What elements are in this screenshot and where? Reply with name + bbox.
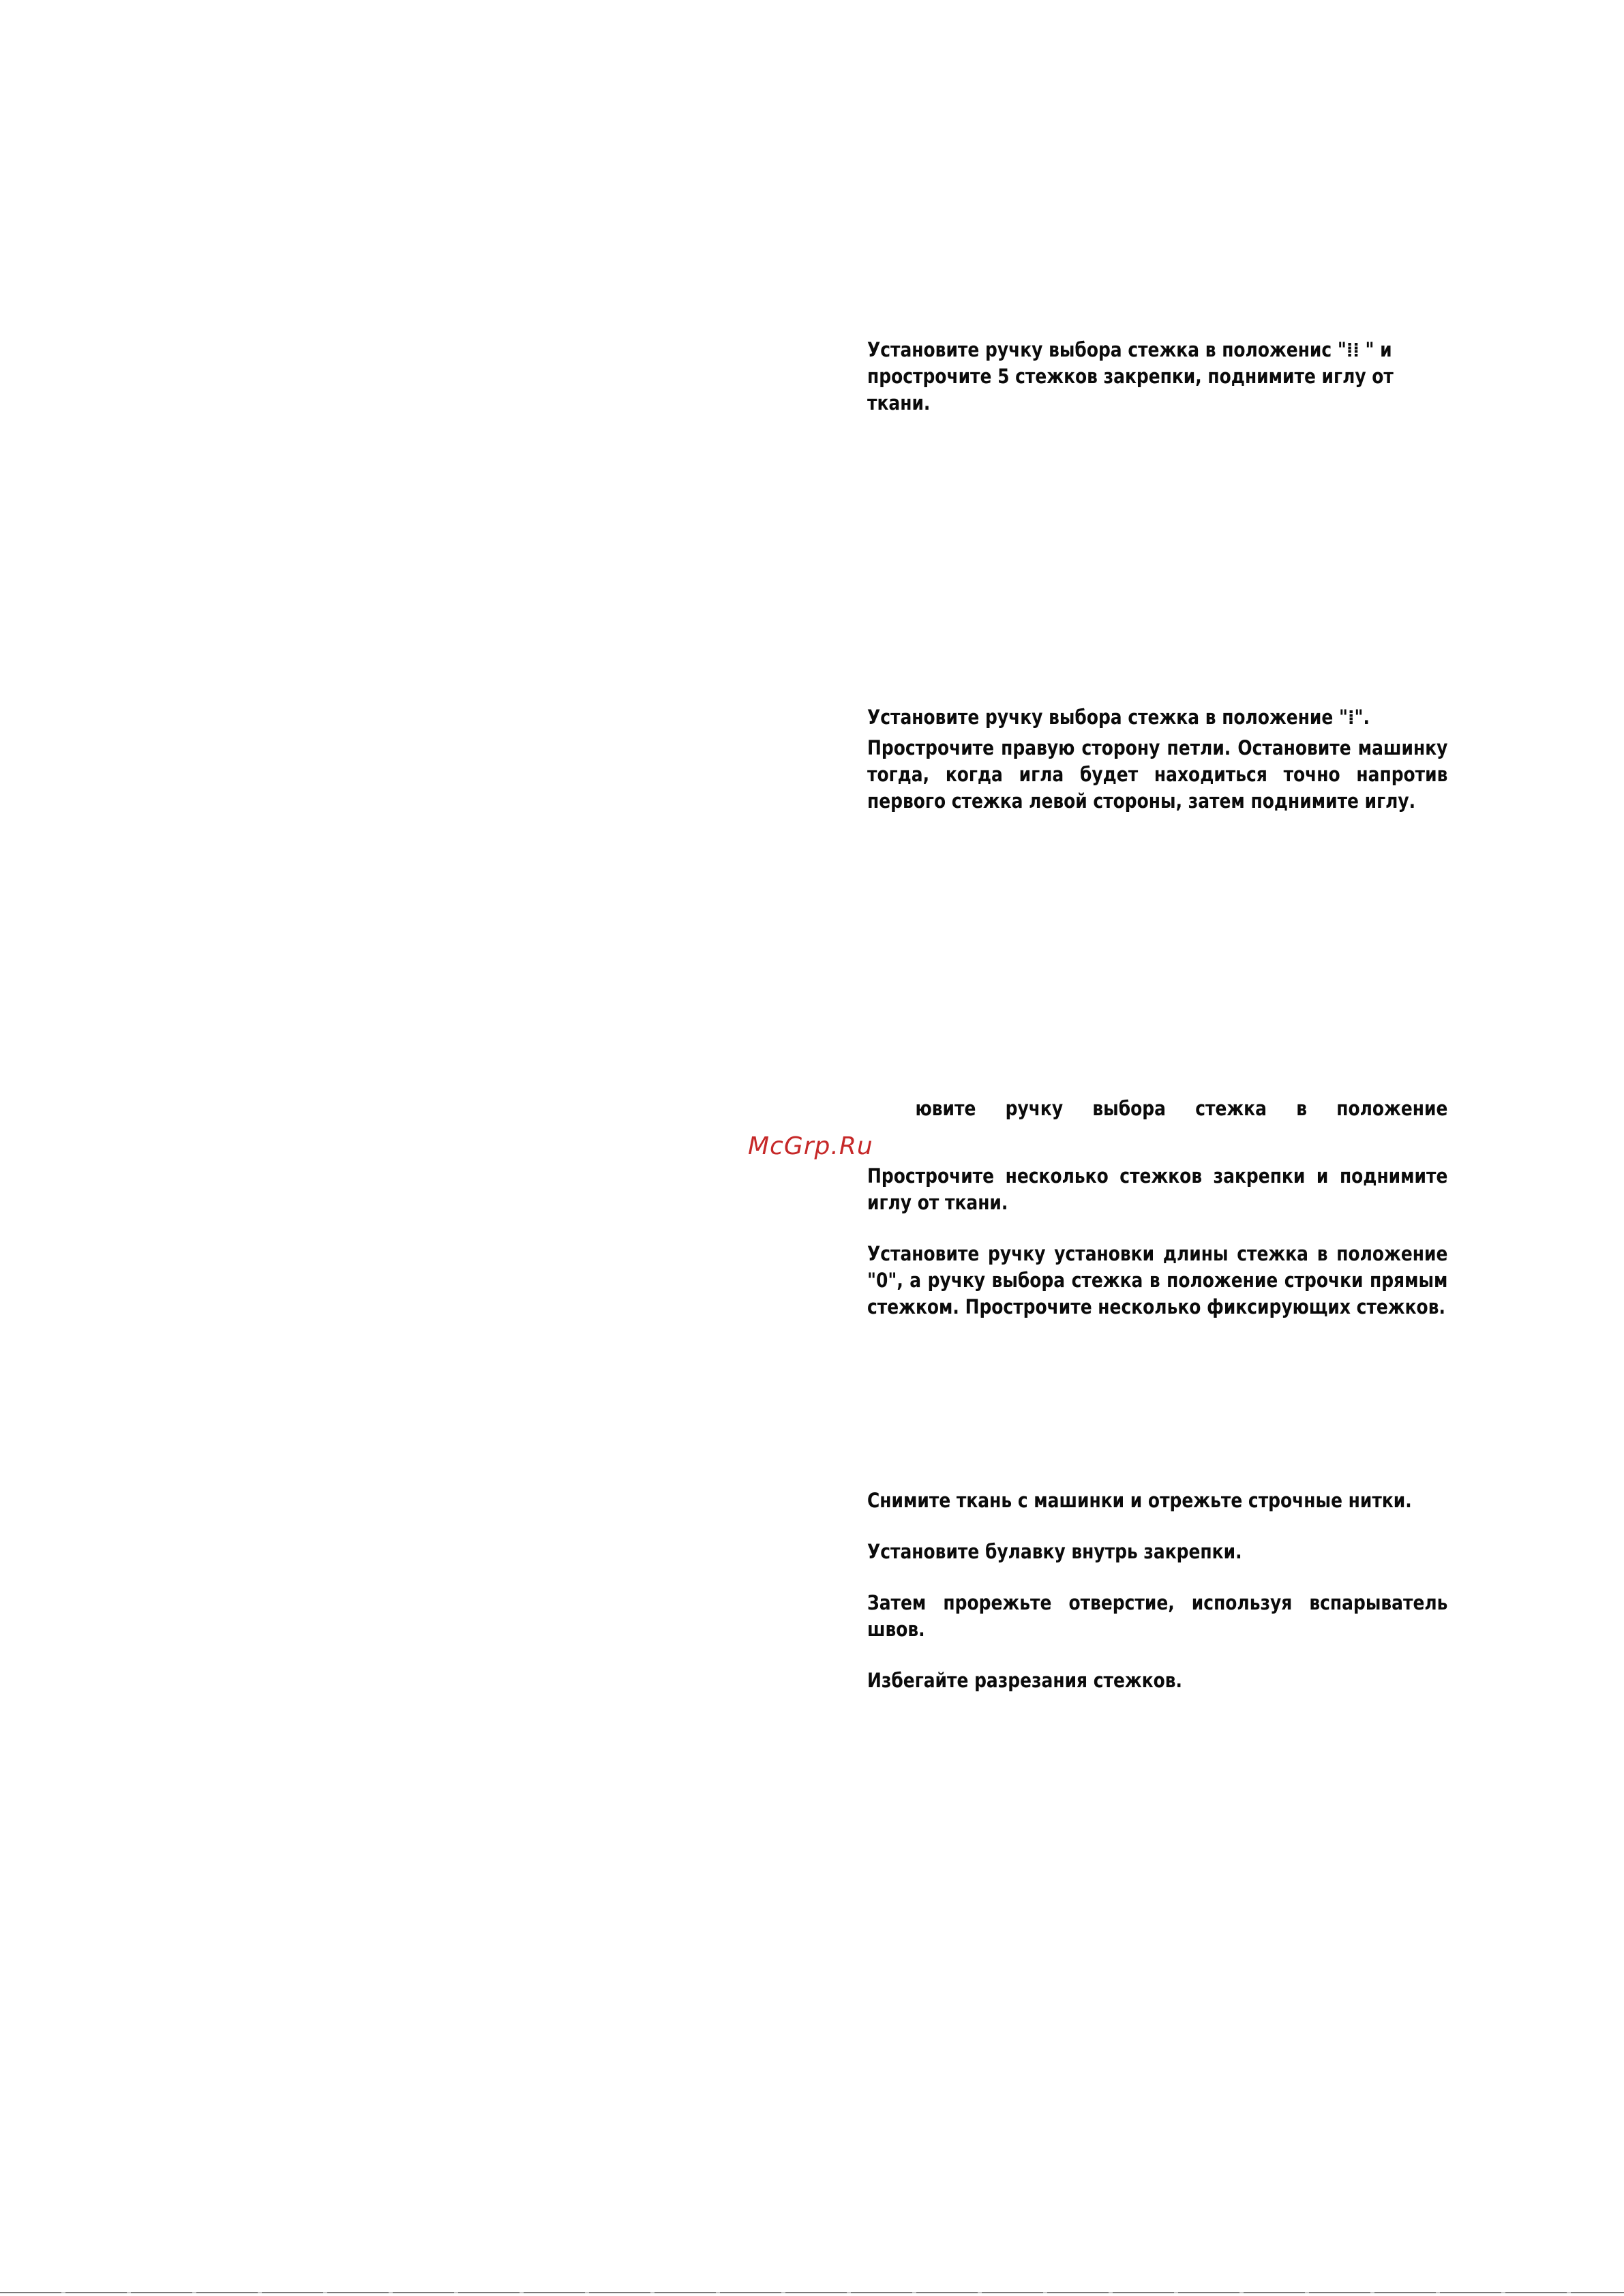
step-4-paragraph-3: Затем прорежьте отверстие, используя вспарыватель швов. bbox=[867, 1591, 1448, 1641]
step-4-paragraph-4: Избегайте разрезания стежков. bbox=[867, 1669, 1183, 1692]
step-1-paragraph-1: Установите ручку выбора стежка в положенис "⁞⁞ " и прострочите 5 стежков закрепки, поднимите иглу от ткани. bbox=[867, 338, 1394, 414]
step-2-text bbox=[867, 704, 1447, 815]
step-3-text bbox=[867, 1096, 1447, 1320]
step-4-paragraph-2: Установите булавку внутрь закрепки. bbox=[867, 1540, 1242, 1563]
step-2-paragraph-2: Прострочите правую сторону петли. Остановите машинку тогда, когда игла будет находиться точно напротив первого стежка левой стороны, затем поднимите иглу. bbox=[867, 736, 1448, 813]
step-1-text bbox=[867, 337, 1447, 417]
step-2-paragraph-1: Установите ручку выбора стежка в положение "⁞". bbox=[867, 706, 1370, 729]
footer-rule bbox=[0, 2292, 1624, 2293]
step-4-paragraph-1: Снимите ткань с машинки и отрежьте строчные нитки. bbox=[867, 1489, 1412, 1512]
step-3-paragraph-1: Прострочите несколько стежков закрепки и поднимите иглу от ткани. bbox=[867, 1164, 1448, 1214]
step-3-paragraph-2: Установите ручку установки длины стежка в положение "0", а ручку выбора стежка в положение строчки прямым стежком. Прострочите несколько фиксирующих стежков. bbox=[867, 1242, 1448, 1318]
step-4-text bbox=[867, 1487, 1447, 1694]
watermark-link[interactable]: McGrp.Ru bbox=[748, 1132, 873, 1160]
step-3-first-line: ювите ручку выбора стежка в положение bbox=[915, 1097, 1448, 1120]
step-3-gap bbox=[867, 1122, 1447, 1163]
